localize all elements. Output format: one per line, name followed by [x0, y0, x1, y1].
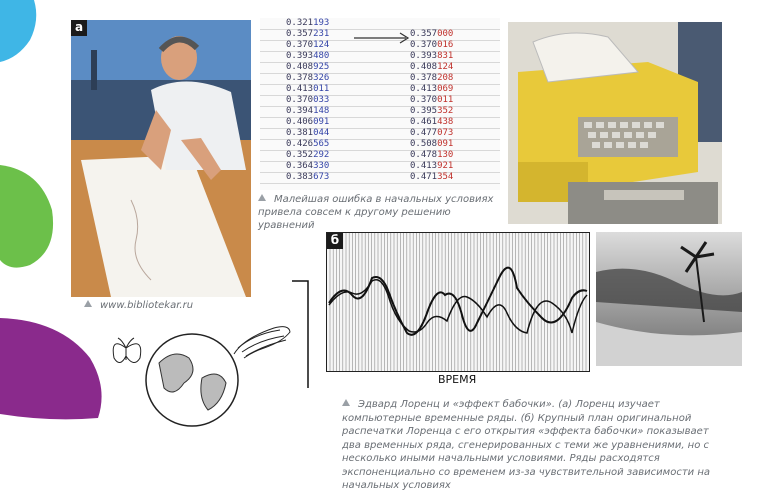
tornado-icon [234, 327, 290, 358]
left-value-prefix: 0.370 [286, 95, 314, 105]
left-value-suffix: 124 [313, 40, 330, 50]
right-value [410, 84, 453, 95]
left-value [286, 161, 329, 172]
left-value-suffix: 011 [313, 84, 330, 94]
left-value-prefix: 0.352 [286, 150, 314, 160]
right-value-prefix: 0.408 [410, 62, 438, 72]
label-a: а [71, 20, 87, 36]
left-value [286, 139, 329, 150]
right-value-suffix: 011 [437, 95, 454, 105]
left-value-suffix: 565 [313, 139, 330, 149]
credit-caption [84, 300, 193, 311]
left-value-prefix: 0.426 [286, 139, 314, 149]
right-value [410, 117, 453, 128]
arrow-icon [352, 31, 412, 45]
blue-blob [0, 0, 40, 62]
label-b: б [327, 233, 343, 249]
right-value [410, 150, 453, 161]
left-value-suffix: 148 [313, 106, 330, 116]
left-value-prefix: 0.378 [286, 73, 314, 83]
right-value-prefix: 0.357 [410, 29, 438, 39]
illustration [104, 318, 294, 430]
left-value-suffix: 033 [313, 95, 330, 105]
table-caption: Малейшая ошибка в начальных условиях привела совсем к другому решению уравнений [258, 194, 494, 231]
right-value [410, 95, 453, 106]
left-value-suffix: 925 [313, 62, 330, 72]
left-value-prefix: 0.413 [286, 84, 314, 94]
right-value [410, 128, 453, 139]
right-value-suffix: 831 [437, 51, 454, 61]
left-value [286, 40, 329, 51]
right-value-suffix: 208 [437, 73, 454, 83]
left-value-prefix: 0.393 [286, 51, 314, 61]
right-value-prefix: 0.370 [410, 40, 438, 50]
left-value [286, 84, 329, 95]
right-value-suffix: 000 [437, 29, 454, 39]
storm-photo [596, 232, 742, 366]
left-value-suffix: 326 [313, 73, 330, 83]
left-value-prefix: 0.406 [286, 117, 314, 127]
right-value-prefix: 0.370 [410, 95, 438, 105]
right-value-prefix: 0.478 [410, 150, 438, 160]
butterfly-icon [113, 338, 141, 363]
left-value-prefix: 0.370 [286, 40, 314, 50]
right-value [410, 51, 453, 62]
left-value [286, 51, 329, 62]
left-value-prefix: 0.394 [286, 106, 314, 116]
right-value [410, 161, 453, 172]
globe-icon [146, 334, 238, 426]
left-value-suffix: 292 [313, 150, 330, 160]
right-value-suffix: 069 [437, 84, 454, 94]
right-value-prefix: 0.413 [410, 84, 438, 94]
left-value [286, 172, 329, 183]
computer-photo [508, 22, 722, 224]
caption-triangle-icon [342, 399, 350, 406]
right-value [410, 73, 453, 84]
left-value [286, 62, 329, 73]
left-value-suffix: 330 [313, 161, 330, 171]
purple-blob [0, 318, 104, 422]
right-value-prefix: 0.393 [410, 51, 438, 61]
left-value [286, 128, 329, 139]
right-value-prefix: 0.378 [410, 73, 438, 83]
right-value-prefix: 0.508 [410, 139, 438, 149]
left-value-suffix: 673 [313, 172, 330, 182]
chart-axis-label: ВРЕМЯ [438, 373, 477, 386]
right-value-prefix: 0.461 [410, 117, 438, 127]
right-value-suffix: 091 [437, 139, 454, 149]
left-value-prefix: 0.357 [286, 29, 314, 39]
left-value-prefix: 0.321 [286, 18, 314, 28]
left-value [286, 95, 329, 106]
caption-triangle-icon [258, 194, 266, 201]
left-value [286, 18, 329, 29]
left-value [286, 29, 329, 40]
bracket-line [292, 280, 310, 390]
right-value-prefix: 0.413 [410, 161, 438, 171]
left-value-suffix: 193 [313, 18, 330, 28]
left-value-suffix: 480 [313, 51, 330, 61]
right-value-suffix: 124 [437, 62, 454, 72]
lorenz-photo [71, 20, 251, 297]
right-value-suffix: 438 [437, 117, 454, 127]
credit-text: www.bibliotekar.ru [100, 300, 194, 311]
right-value [410, 62, 453, 73]
right-value-suffix: 016 [437, 40, 454, 50]
printout-table [260, 18, 500, 190]
right-value-suffix: 354 [437, 172, 454, 182]
printout-chart [326, 232, 590, 372]
right-value-suffix: 130 [437, 150, 454, 160]
printout-row [260, 172, 500, 184]
left-value-prefix: 0.383 [286, 172, 314, 182]
right-value [410, 106, 453, 117]
left-value-prefix: 0.408 [286, 62, 314, 72]
left-value [286, 117, 329, 128]
left-value [286, 73, 329, 84]
left-value-suffix: 231 [313, 29, 330, 39]
caption-triangle-icon [84, 300, 92, 307]
left-value-prefix: 0.381 [286, 128, 314, 138]
right-value-prefix: 0.477 [410, 128, 438, 138]
right-value [410, 29, 453, 40]
right-value [410, 172, 453, 183]
left-value [286, 106, 329, 117]
right-value-suffix: 073 [437, 128, 454, 138]
right-value [410, 139, 453, 150]
right-value-suffix: 352 [437, 106, 454, 116]
right-value [410, 40, 453, 51]
right-value-prefix: 0.471 [410, 172, 438, 182]
left-value-suffix: 091 [313, 117, 330, 127]
right-value-prefix: 0.395 [410, 106, 438, 116]
left-value-suffix: 044 [313, 128, 330, 138]
green-blob [0, 160, 56, 270]
main-caption: Эдвард Лоренц и «эффект бабочки». (а) Лоренц изучает компьютерные временные ряды. (б) Крупный план оригинальной распечатки Лоренца с его открытия «эффекта бабочки» показывает два временных ряда, сгенерированных с теми же уравнениями, но с несколько иными начальными условиями. Ряды расходятся экспоненциально со временем из-за чувствительной зависимости на начальных условиях [342, 399, 711, 491]
right-value-suffix: 921 [437, 161, 454, 171]
left-value-prefix: 0.364 [286, 161, 314, 171]
left-value [286, 150, 329, 161]
